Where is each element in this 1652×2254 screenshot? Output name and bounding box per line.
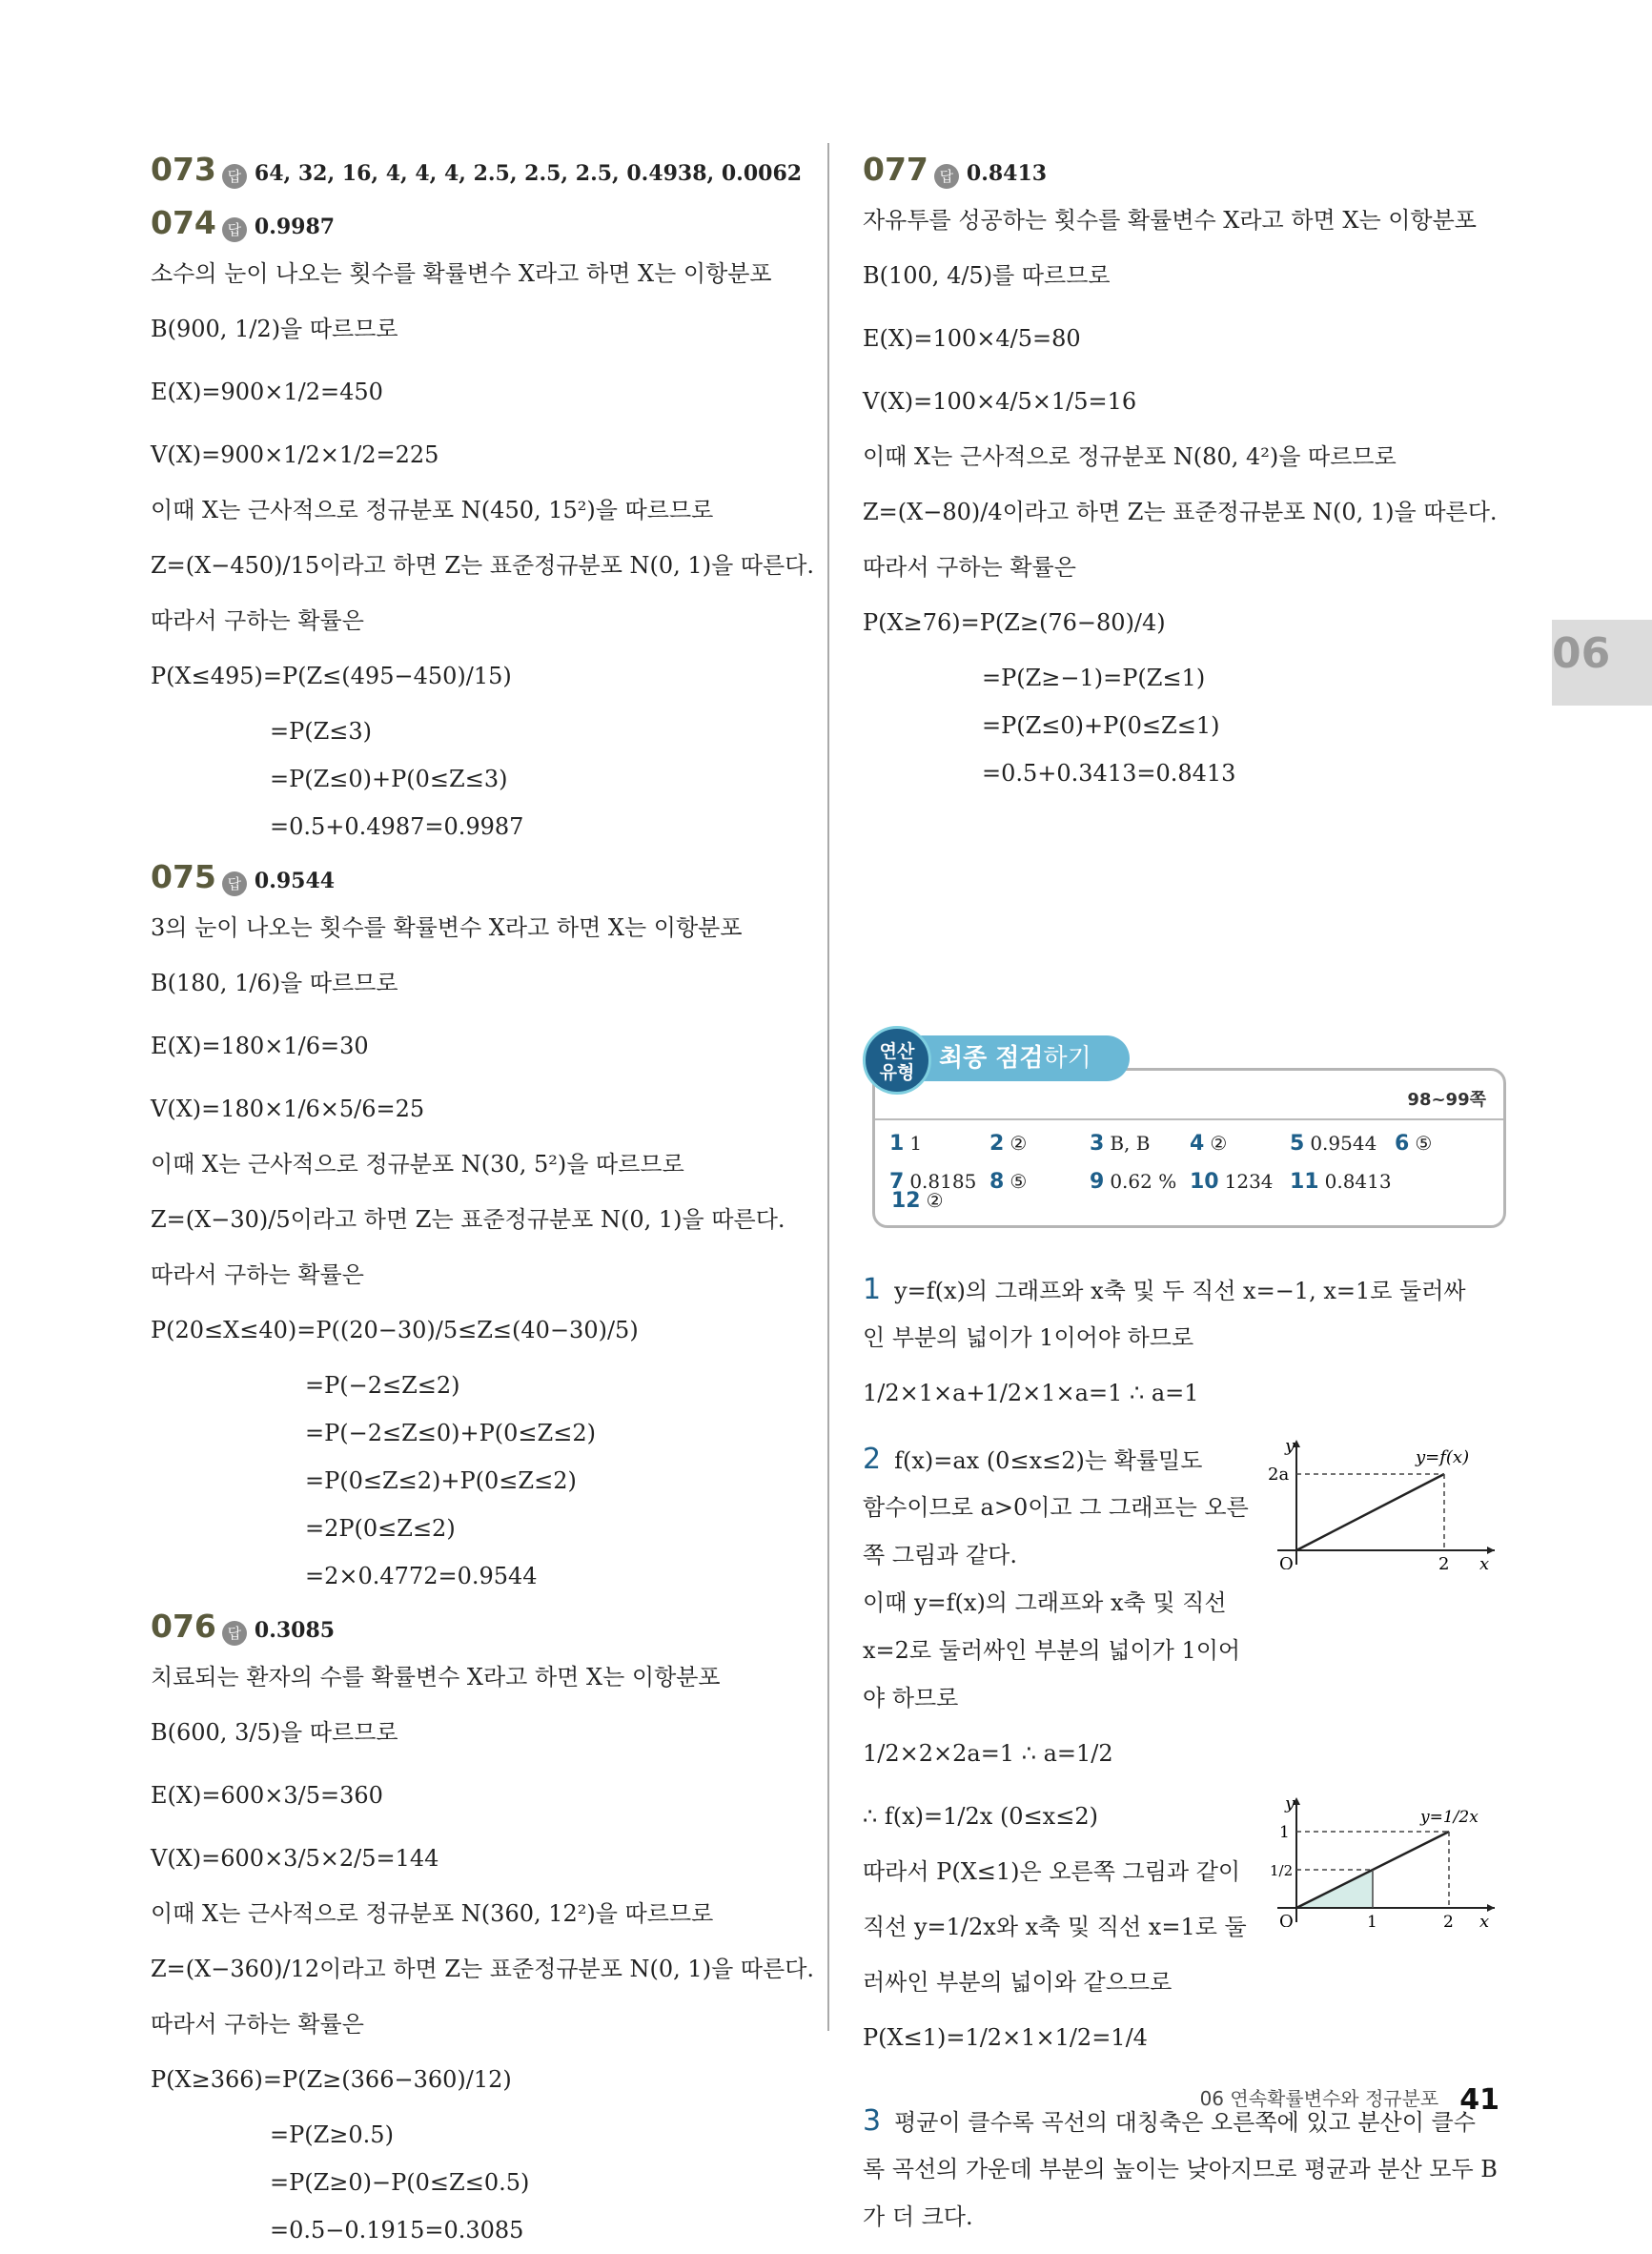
solution-line: 따라서 구하는 확률은 bbox=[151, 2011, 364, 2038]
solution-line: =0.5+0.4987=0.9987 bbox=[270, 813, 524, 840]
solution-line: 이때 y=f(x)의 그래프와 x축 및 직선 bbox=[863, 1589, 1227, 1616]
solution-line: =P(Z≤0)+P(0≤Z≤3) bbox=[270, 766, 508, 792]
origin-label: O bbox=[1279, 1554, 1294, 1569]
answer-number: 7 bbox=[889, 1170, 905, 1194]
solution-text: 평균이 클수록 곡선의 대칭축은 오른쪽에 있고 분산이 클수 bbox=[894, 2109, 1476, 2136]
answer-value: B, B bbox=[1110, 1132, 1151, 1155]
solution-line: E(X)=900×1/2=450 bbox=[151, 379, 383, 405]
solution-line: 따라서 구하는 확률은 bbox=[151, 607, 364, 634]
density-graph-2 bbox=[1268, 1793, 1501, 1927]
solution-line: =P(Z≥0)−P(0≤Z≤0.5) bbox=[270, 2169, 530, 2196]
answer-value: 1 bbox=[909, 1132, 923, 1155]
curve-label: y=f(x) bbox=[1416, 1447, 1470, 1467]
x-tick: 2 bbox=[1438, 1554, 1450, 1569]
problem-number: 077 bbox=[863, 151, 928, 188]
solution-line: 따라서 구하는 확률은 bbox=[863, 554, 1076, 581]
x-label: x bbox=[1479, 1554, 1490, 1569]
answer-badge: 답 bbox=[222, 871, 247, 896]
answer-badge: 답 bbox=[222, 1621, 247, 1646]
solution-number: 2 bbox=[863, 1443, 882, 1476]
answer-item bbox=[1090, 1132, 1150, 1156]
density-graph-1 bbox=[1268, 1436, 1501, 1569]
solution-line: B(900, 1/2)을 따르므로 bbox=[151, 316, 398, 342]
answer-item bbox=[889, 1132, 922, 1156]
solution-line: =P(−2≤Z≤0)+P(0≤Z≤2) bbox=[305, 1420, 596, 1446]
page-range: 98~99쪽 bbox=[1407, 1090, 1486, 1110]
answer-value: 0.8413 bbox=[1324, 1170, 1392, 1193]
page-footer bbox=[1200, 2083, 1499, 2117]
badge-top-text: 연산 bbox=[879, 1041, 915, 1062]
solution-line: V(X)=600×3/5×2/5=144 bbox=[151, 1845, 439, 1872]
solution-line: 쪽 그림과 같다. bbox=[863, 1542, 1017, 1568]
right-column bbox=[863, 143, 1511, 2241]
answer-number: 8 bbox=[989, 1170, 1005, 1194]
solution-line: 따라서 구하는 확률은 bbox=[151, 1261, 364, 1288]
answer-item bbox=[1190, 1132, 1227, 1156]
section-title bbox=[901, 1035, 1130, 1081]
solution-1-line bbox=[863, 1266, 1511, 1314]
problem-074-header bbox=[151, 196, 808, 250]
answer-number: 2 bbox=[989, 1132, 1005, 1156]
chapter-tab bbox=[1552, 620, 1652, 706]
problem-number: 076 bbox=[151, 1608, 216, 1645]
answer-badge: 답 bbox=[934, 164, 959, 189]
solution-line: =P(Z≤0)+P(0≤Z≤1) bbox=[982, 712, 1220, 739]
answer-badge: 답 bbox=[222, 164, 247, 189]
solution-line: =P(0≤Z≤2)+P(0≤Z≤2) bbox=[305, 1467, 577, 1494]
answer-number: 10 bbox=[1190, 1170, 1219, 1194]
solution-line: =P(Z≤3) bbox=[270, 718, 373, 745]
solution-line: E(X)=600×3/5=360 bbox=[151, 1782, 383, 1809]
solution-line: 인 부분의 넓이가 1이어야 하므로 bbox=[863, 1324, 1194, 1351]
answer-number: 9 bbox=[1090, 1170, 1105, 1194]
solution-line: B(100, 4/5)를 따르므로 bbox=[863, 262, 1111, 289]
problem-077-header bbox=[863, 143, 1511, 196]
answer-value: ⑤ bbox=[1010, 1170, 1028, 1193]
answer-number: 4 bbox=[1190, 1132, 1205, 1156]
solution-line: 야 하므로 bbox=[863, 1685, 959, 1711]
solution-line: B(600, 3/5)을 따르므로 bbox=[151, 1719, 398, 1746]
answer-value: 1234 bbox=[1224, 1170, 1274, 1193]
y-tick: 2a bbox=[1268, 1465, 1290, 1485]
answer-value: ② bbox=[1010, 1132, 1028, 1155]
answer: 0.9544 bbox=[254, 869, 336, 893]
solution-line: =0.5−0.1915=0.3085 bbox=[270, 2217, 524, 2244]
solution-number: 1 bbox=[863, 1273, 882, 1306]
solution-line: =0.5+0.3413=0.8413 bbox=[982, 760, 1236, 787]
title-rest: 하기 bbox=[1043, 1044, 1091, 1073]
solution-line: Z=(X−360)/12이라고 하면 Z는 표준정규분포 N(0, 1)을 따른다. bbox=[151, 1956, 815, 1982]
solution-line: ∴ f(x)=1/2x (0≤x≤2) bbox=[863, 1803, 1098, 1830]
answer-number: 5 bbox=[1290, 1132, 1305, 1156]
solution-line: 함수이므로 a>0이고 그 그래프는 오른 bbox=[863, 1494, 1249, 1521]
left-column bbox=[151, 143, 815, 2254]
solution-line: 자유투를 성공하는 횟수를 확률변수 X라고 하면 X는 이항분포 bbox=[863, 207, 1477, 234]
solution-line: 이때 X는 근사적으로 정규분포 N(450, 15²)을 따르므로 bbox=[151, 497, 714, 523]
title-bold: 최종 점검 bbox=[939, 1044, 1044, 1073]
x-axis-arrow bbox=[1487, 1547, 1495, 1554]
solution-line: =2P(0≤Z≤2) bbox=[305, 1515, 456, 1542]
x-tick-2: 2 bbox=[1443, 1913, 1454, 1927]
page-number: 41 bbox=[1459, 2083, 1499, 2117]
origin-label: O bbox=[1279, 1912, 1294, 1927]
solution-line: 치료되는 환자의 수를 확률변수 X라고 하면 X는 이항분포 bbox=[151, 1664, 721, 1690]
solution-line: V(X)=180×1/6×5/6=25 bbox=[151, 1096, 425, 1122]
answer-number: 1 bbox=[889, 1132, 905, 1156]
answer: 0.9987 bbox=[254, 215, 336, 239]
footer-chapter: 06 연속확률변수와 정규분포 bbox=[1199, 2087, 1439, 2110]
answer-number: 3 bbox=[1090, 1132, 1105, 1156]
section-badge bbox=[863, 1026, 931, 1095]
answer-number: 6 bbox=[1395, 1132, 1410, 1156]
solution-line: P(X≥76)=P(Z≥(76−80)/4) bbox=[863, 609, 1166, 636]
answer-value: 0.9544 bbox=[1310, 1132, 1377, 1155]
solution-text: y=f(x)의 그래프와 x축 및 두 직선 x=−1, x=1로 둘러싸 bbox=[894, 1278, 1466, 1304]
solution-line: Z=(X−450)/15이라고 하면 Z는 표준정규분포 N(0, 1)을 따른다. bbox=[151, 552, 815, 579]
solution-line: 록 곡선의 가운데 부분의 높이는 낮아지므로 평균과 분산 모두 B bbox=[863, 2156, 1498, 2182]
solution-line: P(X≤1)=1/2×1×1/2=1/4 bbox=[863, 2024, 1148, 2051]
column-divider bbox=[827, 143, 829, 2031]
solution-line: E(X)=100×4/5=80 bbox=[863, 325, 1081, 352]
box-divider bbox=[875, 1118, 1503, 1120]
y-label: y bbox=[1285, 1436, 1295, 1456]
problem-073-header bbox=[151, 143, 808, 196]
y-tick-half: 1/2 bbox=[1270, 1862, 1294, 1879]
answer-item bbox=[1395, 1132, 1432, 1156]
y-tick-1: 1 bbox=[1279, 1823, 1290, 1842]
x-tick-1: 1 bbox=[1367, 1913, 1377, 1927]
solution-line: 이때 X는 근사적으로 정규분포 N(80, 4²)을 따르므로 bbox=[863, 443, 1397, 470]
solution-line: x=2로 둘러싸인 부분의 넓이가 1이어 bbox=[863, 1637, 1241, 1664]
answer-value: ② bbox=[926, 1189, 944, 1212]
answer-value: ② bbox=[1210, 1132, 1228, 1155]
answer-value: ⑤ bbox=[1415, 1132, 1433, 1155]
solution-line: 가 더 크다. bbox=[863, 2203, 973, 2230]
solution-line: 러싸인 부분의 넓이와 같으므로 bbox=[863, 1969, 1173, 1996]
chapter-tab-label: 06 bbox=[1552, 629, 1611, 678]
solution-line: 이때 X는 근사적으로 정규분포 N(360, 12²)을 따르므로 bbox=[151, 1900, 714, 1927]
problem-075-header bbox=[151, 850, 808, 904]
solution-line: P(X≥366)=P(Z≥(366−360)/12) bbox=[151, 2066, 512, 2093]
problem-number: 075 bbox=[151, 858, 216, 895]
solution-2 bbox=[863, 1436, 1511, 2069]
problem-076-header bbox=[151, 1600, 808, 1653]
density-line bbox=[1296, 1474, 1444, 1550]
solution-number: 3 bbox=[863, 2104, 882, 2138]
x-axis-arrow bbox=[1487, 1904, 1495, 1912]
badge-bottom-text: 유형 bbox=[879, 1062, 915, 1083]
solution-line: 1/2×1×a+1/2×1×a=1 ∴ a=1 bbox=[863, 1380, 1199, 1406]
solution-line: P(X≤495)=P(Z≤(495−450)/15) bbox=[151, 663, 512, 689]
answer-number: 11 bbox=[1290, 1170, 1319, 1194]
solution-line: E(X)=180×1/6=30 bbox=[151, 1033, 369, 1059]
solution-line: V(X)=100×4/5×1/5=16 bbox=[863, 388, 1137, 415]
solution-line: =P(−2≤Z≤2) bbox=[305, 1372, 460, 1399]
answer-value: 0.8185 bbox=[909, 1170, 977, 1193]
solution-line: 이때 X는 근사적으로 정규분포 N(30, 5²)을 따르므로 bbox=[151, 1151, 684, 1178]
problem-number: 073 bbox=[151, 151, 216, 188]
problem-number: 074 bbox=[151, 204, 216, 241]
answer: 0.8413 bbox=[966, 161, 1048, 186]
solution-line: 1/2×2×2a=1 ∴ a=1/2 bbox=[863, 1740, 1113, 1767]
solution-line: V(X)=900×1/2×1/2=225 bbox=[151, 441, 439, 468]
solution-line: P(20≤X≤40)=P((20−30)/5≤Z≤(40−30)/5) bbox=[151, 1317, 639, 1343]
solution-line: =2×0.4772=0.9544 bbox=[305, 1563, 538, 1589]
solution-line: Z=(X−80)/4이라고 하면 Z는 표준정규분포 N(0, 1)을 따른다. bbox=[863, 499, 1498, 525]
solution-line: Z=(X−30)/5이라고 하면 Z는 표준정규분포 N(0, 1)을 따른다. bbox=[151, 1206, 785, 1233]
solution-line: =P(Z≥−1)=P(Z≤1) bbox=[982, 665, 1206, 691]
answer-value: 0.62 % bbox=[1110, 1170, 1177, 1193]
solution-line: =P(Z≥0.5) bbox=[270, 2121, 394, 2148]
solution-line: 직선 y=1/2x와 x축 및 직선 x=1로 둘 bbox=[863, 1914, 1247, 1940]
answer-number: 12 bbox=[891, 1189, 921, 1213]
y-label: y bbox=[1285, 1793, 1295, 1813]
answer-item bbox=[1290, 1132, 1377, 1156]
answer-badge: 답 bbox=[222, 217, 247, 242]
solution-line: 따라서 P(X≤1)은 오른쪽 그림과 같이 bbox=[863, 1858, 1241, 1885]
solution-line: B(180, 1/6)을 따르므로 bbox=[151, 970, 398, 996]
answer: 64, 32, 16, 4, 4, 4, 2.5, 2.5, 2.5, 0.4938, 0.0062 bbox=[254, 161, 803, 186]
answer-item bbox=[891, 1180, 1511, 1219]
answer-item bbox=[989, 1132, 1027, 1156]
solution-text: f(x)=ax (0≤x≤2)는 확률밀도 bbox=[894, 1447, 1203, 1474]
solution-line: 소수의 눈이 나오는 횟수를 확률변수 X라고 하면 X는 이항분포 bbox=[151, 260, 772, 287]
solution-line: 3의 눈이 나오는 횟수를 확률변수 X라고 하면 X는 이항분포 bbox=[151, 914, 743, 941]
curve-label: y=1/2x bbox=[1420, 1808, 1479, 1827]
answer: 0.3085 bbox=[254, 1618, 336, 1643]
x-label: x bbox=[1479, 1912, 1490, 1927]
